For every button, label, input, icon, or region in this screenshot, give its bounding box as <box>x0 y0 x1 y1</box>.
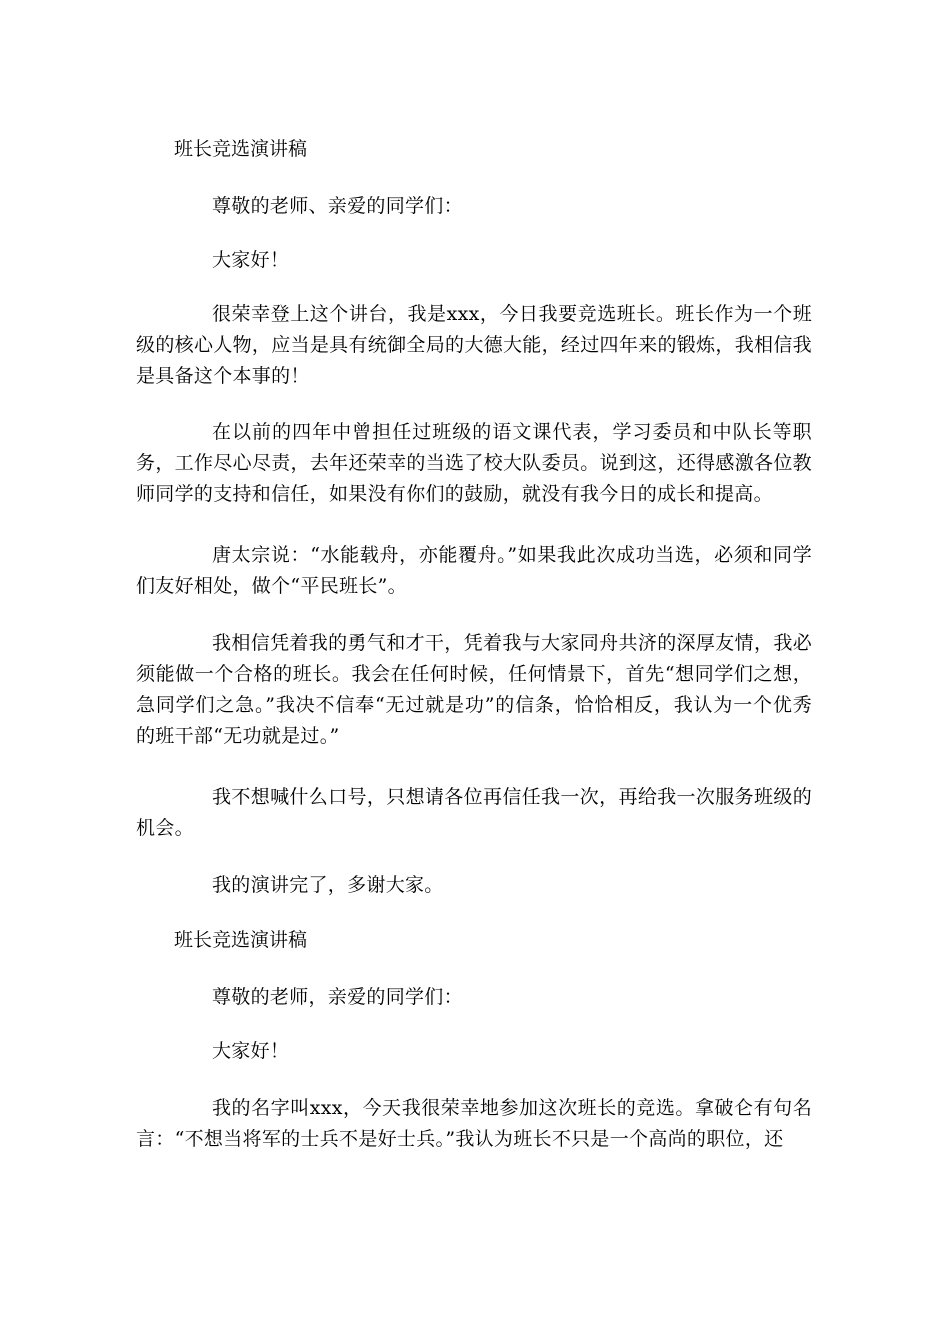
body-paragraph: 唐太宗说：“水能载舟，亦能覆舟。”如果我此次成功当选，必须和同学们友好相处，做个“平民班长”。 <box>136 544 812 597</box>
body-paragraph: 我不想喊什么口号，只想请各位再信任我一次，再给我一次服务班级的机会。 <box>136 786 812 839</box>
body-paragraph: 很荣幸登上这个讲台，我是xxx，今日我要竞选班长。班长作为一个班级的核心人物，应当是具有统御全局的大德大能，经过四年来的锻炼，我相信我是具备这个本事的！ <box>136 303 812 387</box>
greeting: 大家好！ <box>212 1040 290 1062</box>
body-paragraph: 我相信凭着我的勇气和才干，凭着我与大家同舟共济的深厚友情，我必须能做一个合格的班长。我会在任何时候，任何情景下，首先“想同学们之想，急同学们之急。”我决不信奉“无过就是功”的信条，恰恰相反，我认为一个优秀的班干部“无功就是过。” <box>136 632 812 747</box>
greeting: 大家好！ <box>212 249 290 271</box>
salutation: 尊敬的老师、亲爱的同学们： <box>212 195 463 217</box>
body-paragraph: 在以前的四年中曾担任过班级的语文课代表，学习委员和中队长等职务，工作尽心尽责，去年还荣幸的当选了校大队委员。说到这，还得感激各位教师同学的支持和信任，如果没有你们的鼓励，就没有我今日的成长和提高。 <box>136 421 812 505</box>
speech-title: 班长竞选演讲稿 <box>174 929 308 951</box>
speech-title: 班长竞选演讲稿 <box>174 138 308 160</box>
salutation: 尊敬的老师，亲爱的同学们： <box>212 986 463 1008</box>
closing-line: 我的演讲完了，多谢大家。 <box>212 874 444 896</box>
body-paragraph: 我的名字叫xxx，今天我很荣幸地参加这次班长的竞选。拿破仑有句名言：“不想当将军的士兵不是好士兵。”我认为班长不只是一个高尚的职位，还 <box>136 1097 812 1150</box>
